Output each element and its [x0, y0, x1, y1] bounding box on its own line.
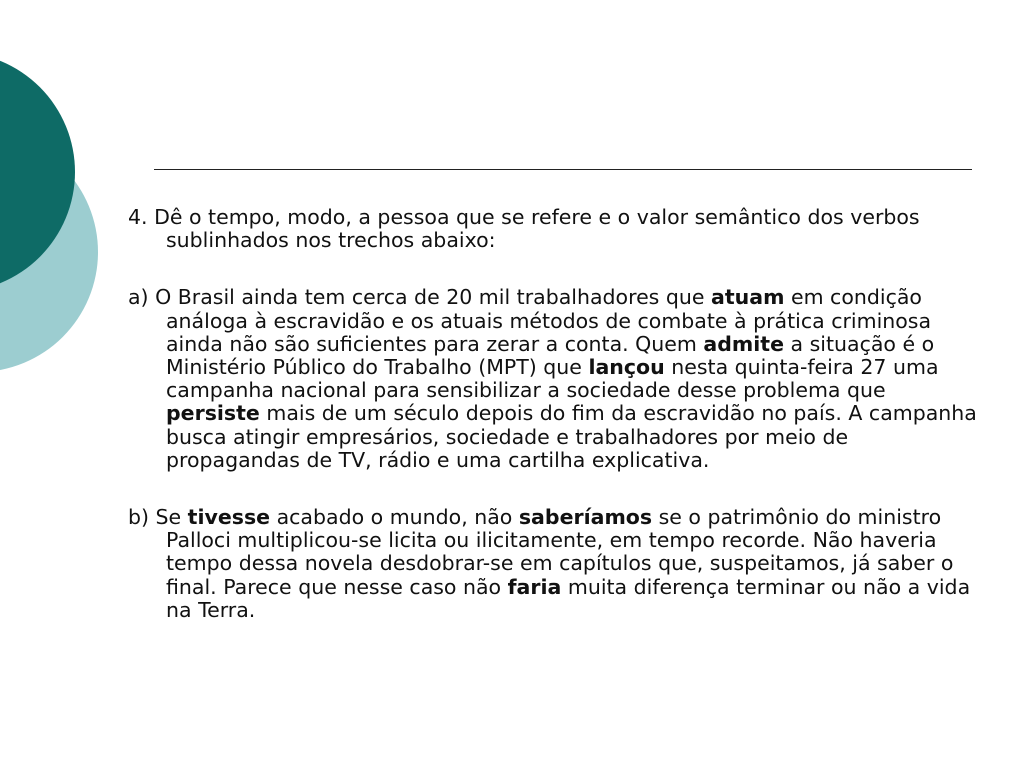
verb-admite: admite	[703, 331, 785, 356]
title-divider	[154, 169, 972, 170]
item-b-text-4: muita diferença terminar ou não a vida na Terra.	[166, 574, 971, 622]
verb-saberiamos: saberíamos	[518, 505, 653, 530]
question-text: 4. Dê o tempo, modo, a pessoa que se refere e o valor semântico dos verbos sublinhados nos trechos abaixo:	[128, 205, 920, 253]
item-a-paragraph	[128, 286, 978, 472]
item-a-text-4: nesta quinta-feira 27 uma campanha nacional para sensibilizar a sociedade desse problema que	[166, 355, 939, 403]
item-a-text-3: a situação é o Ministério Público do Trabalho (MPT) que	[166, 331, 935, 380]
item-a-text-1: a) O Brasil ainda tem cerca de 20 mil trabalhadores que	[128, 285, 712, 310]
item-a-text-2: em condição análoga à escravidão e os atuais métodos de combate à prática criminosa ainda não são suficientes para zerar a conta. Quem	[166, 285, 932, 356]
item-b-paragraph	[128, 506, 978, 622]
dark-teal-circle	[0, 52, 75, 292]
item-b-text-3: se o patrimônio do ministro Palloci multiplicou-se licita ou ilicitamente, em tempo recorde. Não haveria tempo dessa novela desdobrar-se em capítulos que, suspeitamos, já saber o final. Parece que nesse caso não	[166, 505, 954, 599]
slide-body	[128, 206, 978, 656]
light-teal-circle	[0, 132, 98, 372]
verb-atuam: atuam	[711, 285, 785, 310]
verb-persiste: persiste	[166, 401, 260, 426]
verb-lancou: lançou	[588, 355, 665, 380]
item-a-text-5: mais de um século depois do fim da escravidão no país. A campanha busca atingir empresários, sociedade e trabalhadores por meio de propagandas de TV, rádio e uma cartilha explicativa.	[166, 401, 977, 472]
item-b-text-1: b) Se	[128, 505, 188, 530]
item-b-text-2: acabado o mundo, não	[270, 505, 519, 530]
verb-tivesse: tivesse	[187, 505, 271, 530]
verb-faria: faria	[507, 574, 562, 599]
